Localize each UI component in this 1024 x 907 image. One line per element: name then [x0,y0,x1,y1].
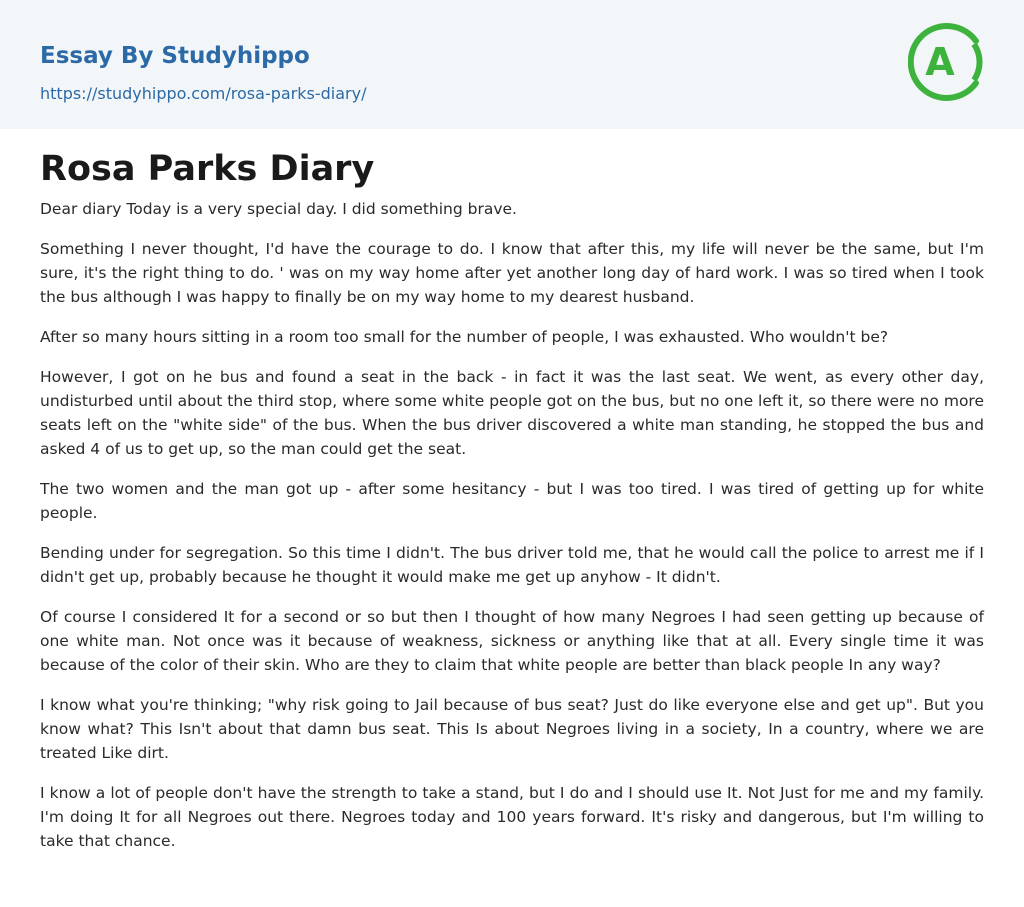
paragraph: I know what you're thinking; "why risk going to Jail because of bus seat? Just do like everyone else and get up". But you know what? This Isn't about that damn bus seat. This Is about Negroes living in a society, In a country, where we are treated Like dirt. [40,696,984,762]
logo-letter: A [925,40,955,84]
paragraph: Dear diary Today is a very special day. I did something brave. [40,200,517,218]
paragraph: Bending under for segregation. So this time I didn't. The bus driver told me, that he would call the police to arrest me if I didn't get up, probably because he thought it would make me get up anyhow - It didn't. [40,544,984,586]
studyhippo-logo-icon[interactable] [908,18,988,106]
paragraph: After so many hours sitting in a room too small for the number of people, I was exhausted. Who wouldn't be? [40,328,889,346]
site-brand[interactable]: Essay By Studyhippo [40,43,310,69]
article-body [0,129,1024,853]
essay-url-link[interactable]: https://studyhippo.com/rosa-parks-diary/ [40,84,367,103]
paragraph: Something I never thought, I'd have the courage to do. I know that after this, my life will never be the same, but I'm sure, it's the right thing to do. ' was on my way home after yet another long day of hard work. I was so tired when I took the bus although I was happy to finally be on my way home to my dearest husband. [40,240,984,306]
page-header [0,0,1024,129]
paragraph: However, I got on he bus and found a seat in the back - in fact it was the last seat. We went, as every other day, undisturbed until about the third stop, where some white people got on the bus, but no one left it, so there were no more seats left on the "white side" of the bus. When the bus driver discovered a white man standing, he stopped the bus and asked 4 of us to get up, so the man could get the seat. [40,368,984,458]
article-title: Rosa Parks Diary [40,149,375,189]
paragraph: I know a lot of people don't have the strength to take a stand, but I do and I should use It. Not Just for me and my family. I'm doing It for all Negroes out there. Negroes today and 100 years forward. It's risky and dangerous, but I'm willing to take that chance. [40,784,984,850]
paragraph: Of course I considered It for a second or so but then I thought of how many Negroes I had seen getting up because of one white man. Not once was it because of weakness, sickness or anything like that at all. Every single time it was because of the color of their skin. Who are they to claim that white people are better than black people In any way? [40,608,984,674]
paragraph: The two women and the man got up - after some hesitancy - but I was too tired. I was tired of getting up for white people. [40,480,984,522]
